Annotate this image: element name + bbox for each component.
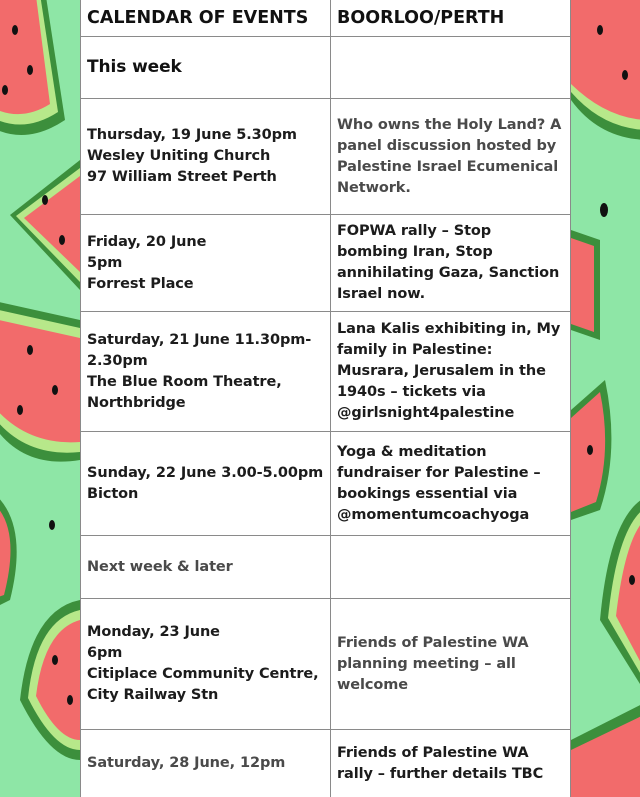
empty-cell [331,37,570,98]
event-when: Saturday, 21 June 11.30pm- 2.30pm The Blue Room Theatre, Northbridge [81,312,331,431]
event-what: Friends of Palestine WA rally – further details TBC [337,744,544,782]
watermelon-slice-icon [600,495,640,700]
events-table [80,0,571,797]
table-row [81,99,570,215]
event-what: Friends of Palestine WA planning meeting – all welcome [337,634,529,693]
header-location: BOORLOO/PERTH [337,7,505,28]
table-row [81,599,570,730]
event-when: Friday, 20 June 5pm Forrest Place [81,215,331,311]
event-when: Monday, 23 June 6pm Citiplace Community Centre, City Railway Stn [81,599,331,729]
header-calendar-of-events: CALENDAR OF EVENTS [81,0,331,36]
event-when: Sunday, 22 June 3.00-5.00pm Bicton [81,432,331,535]
table-row [81,432,570,536]
watermelon-slice-icon [571,380,611,520]
watermelon-slice-icon [0,490,55,610]
seed-icon [600,203,608,217]
section-label: This week [81,37,331,98]
watermelon-slice-icon [571,0,640,140]
section-label: Next week & later [81,536,331,598]
event-when: Saturday, 28 June, 12pm [81,730,331,797]
table-row [81,215,570,312]
table-row [81,730,570,797]
event-what: Who owns the Holy Land? A panel discussion hosted by Palestine Israel Ecumenical Network. [337,116,562,196]
event-what: Lana Kalis exhibiting in, My family in Palestine: Musrara, Jerusalem in the 1940s – tickets via @girlsnight4palestine [337,321,561,421]
watermelon-slice-icon [10,160,80,290]
event-when: Thursday, 19 June 5.30pm Wesley Uniting Church 97 William Street Perth [81,99,331,214]
watermelon-slice-icon [0,0,65,135]
event-what: Yoga & meditation fundraiser for Palestine – bookings essential via @momentumcoachyoga [337,443,541,523]
watermelon-slice-icon [571,230,600,340]
table-header-row [81,0,570,37]
event-what: FOPWA rally – Stop bombing Iran, Stop annihilating Gaza, Sanction Israel now. [337,223,560,302]
watermelon-slice-icon [0,300,80,462]
empty-cell [331,536,570,598]
section-row-next-week [81,536,570,599]
watermelon-slice-icon [20,600,80,760]
section-row-this-week [81,37,570,99]
watermelon-slice-icon [571,700,640,797]
table-row [81,312,570,432]
